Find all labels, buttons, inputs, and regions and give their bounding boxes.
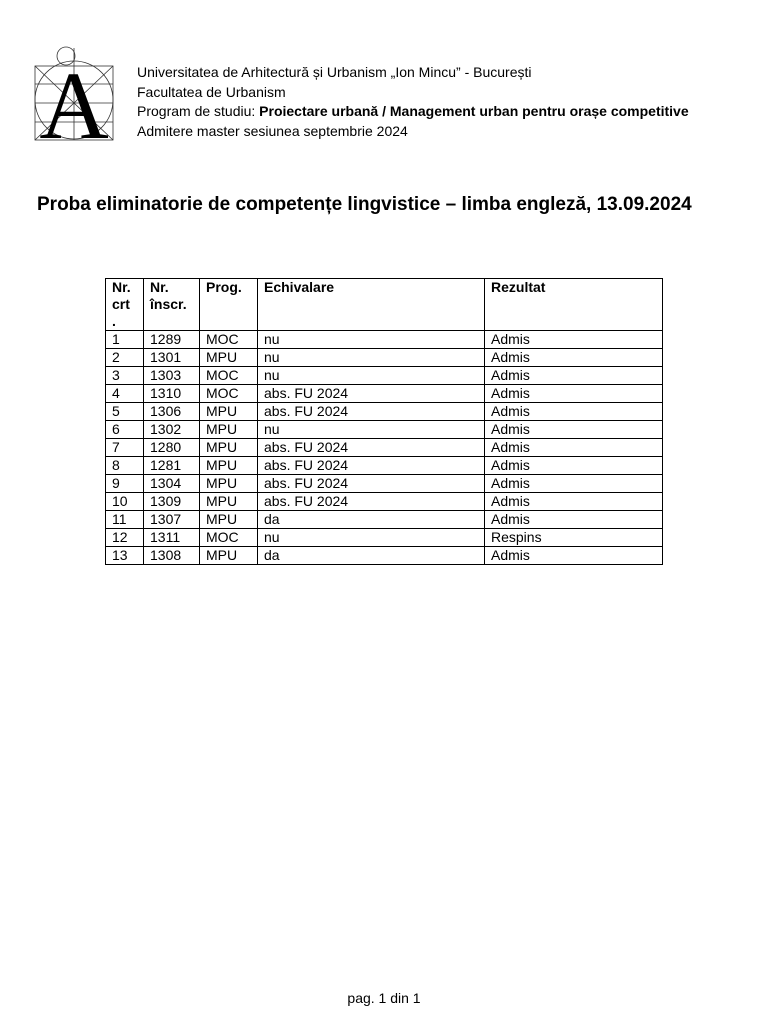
cell-nr-inscr: 1301 bbox=[144, 349, 200, 367]
page-title: Proba eliminatorie de competențe lingvistice – limba engleză, 13.09.2024 bbox=[37, 194, 692, 215]
cell-nr-crt: 4 bbox=[106, 385, 144, 403]
cell-nr-crt: 13 bbox=[106, 547, 144, 565]
cell-nr-crt: 12 bbox=[106, 529, 144, 547]
table-row bbox=[106, 529, 663, 547]
cell-echivalare: abs. FU 2024 bbox=[258, 475, 485, 493]
cell-rezultat: Admis bbox=[485, 331, 663, 349]
cell-prog: MPU bbox=[200, 349, 258, 367]
cell-echivalare: abs. FU 2024 bbox=[258, 493, 485, 511]
cell-nr-inscr: 1303 bbox=[144, 367, 200, 385]
cell-echivalare: abs. FU 2024 bbox=[258, 439, 485, 457]
cell-rezultat: Admis bbox=[485, 385, 663, 403]
page-number: pag. 1 din 1 bbox=[347, 990, 421, 1006]
cell-prog: MOC bbox=[200, 529, 258, 547]
table-row bbox=[106, 385, 663, 403]
table-row bbox=[106, 331, 663, 349]
cell-nr-inscr: 1304 bbox=[144, 475, 200, 493]
cell-echivalare: nu bbox=[258, 421, 485, 439]
cell-prog: MPU bbox=[200, 511, 258, 529]
cell-prog: MPU bbox=[200, 547, 258, 565]
cell-rezultat: Admis bbox=[485, 547, 663, 565]
table-row bbox=[106, 367, 663, 385]
cell-nr-crt: 6 bbox=[106, 421, 144, 439]
cell-rezultat: Admis bbox=[485, 403, 663, 421]
column-header-prog: Prog. bbox=[200, 279, 258, 331]
university-logo bbox=[26, 44, 122, 144]
study-program bbox=[137, 102, 737, 122]
cell-prog: MOC bbox=[200, 331, 258, 349]
study-program-name: Proiectare urbană / Management urban pentru orașe competitive bbox=[259, 103, 689, 119]
cell-echivalare: abs. FU 2024 bbox=[258, 385, 485, 403]
column-header-nr-inscr: Nr. înscr. bbox=[144, 279, 200, 331]
cell-nr-inscr: 1289 bbox=[144, 331, 200, 349]
column-header-rezultat: Rezultat bbox=[485, 279, 663, 331]
cell-echivalare: nu bbox=[258, 529, 485, 547]
cell-nr-inscr: 1306 bbox=[144, 403, 200, 421]
cell-nr-crt: 11 bbox=[106, 511, 144, 529]
table-row bbox=[106, 349, 663, 367]
results-table bbox=[105, 278, 663, 565]
cell-nr-crt: 5 bbox=[106, 403, 144, 421]
cell-prog: MOC bbox=[200, 385, 258, 403]
table-row bbox=[106, 511, 663, 529]
cell-nr-inscr: 1308 bbox=[144, 547, 200, 565]
cell-prog: MPU bbox=[200, 475, 258, 493]
study-program-label: Program de studiu: bbox=[137, 103, 260, 119]
cell-nr-crt: 1 bbox=[106, 331, 144, 349]
cell-prog: MOC bbox=[200, 367, 258, 385]
cell-echivalare: nu bbox=[258, 331, 485, 349]
column-header-nr-crt: Nr. crt . bbox=[106, 279, 144, 331]
column-header-echivalare: Echivalare bbox=[258, 279, 485, 331]
cell-prog: MPU bbox=[200, 457, 258, 475]
table-row bbox=[106, 475, 663, 493]
university-name: Universitatea de Arhitectură și Urbanism „Ion Mincu” - București bbox=[137, 64, 532, 80]
table-row bbox=[106, 421, 663, 439]
cell-echivalare: da bbox=[258, 547, 485, 565]
table-row bbox=[106, 403, 663, 421]
cell-nr-crt: 8 bbox=[106, 457, 144, 475]
cell-prog: MPU bbox=[200, 403, 258, 421]
cell-rezultat: Admis bbox=[485, 367, 663, 385]
faculty-name: Facultatea de Urbanism bbox=[137, 83, 286, 100]
cell-rezultat: Admis bbox=[485, 493, 663, 511]
table-row bbox=[106, 493, 663, 511]
cell-nr-inscr: 1310 bbox=[144, 385, 200, 403]
cell-prog: MPU bbox=[200, 439, 258, 457]
table-header-row bbox=[106, 279, 663, 331]
table-row bbox=[106, 439, 663, 457]
cell-nr-crt: 7 bbox=[106, 439, 144, 457]
logo-letter: A bbox=[39, 52, 109, 144]
cell-rezultat: Admis bbox=[485, 457, 663, 475]
cell-echivalare: da bbox=[258, 511, 485, 529]
cell-echivalare: abs. FU 2024 bbox=[258, 403, 485, 421]
cell-rezultat: Respins bbox=[485, 529, 663, 547]
document-header bbox=[137, 63, 737, 141]
cell-rezultat: Admis bbox=[485, 349, 663, 367]
cell-nr-inscr: 1309 bbox=[144, 493, 200, 511]
cell-rezultat: Admis bbox=[485, 439, 663, 457]
cell-echivalare: nu bbox=[258, 367, 485, 385]
cell-nr-inscr: 1280 bbox=[144, 439, 200, 457]
cell-rezultat: Admis bbox=[485, 511, 663, 529]
cell-echivalare: nu bbox=[258, 349, 485, 367]
table-row bbox=[106, 457, 663, 475]
cell-prog: MPU bbox=[200, 493, 258, 511]
cell-rezultat: Admis bbox=[485, 475, 663, 493]
cell-prog: MPU bbox=[200, 421, 258, 439]
cell-nr-inscr: 1307 bbox=[144, 511, 200, 529]
cell-rezultat: Admis bbox=[485, 421, 663, 439]
cell-nr-inscr: 1302 bbox=[144, 421, 200, 439]
cell-echivalare: abs. FU 2024 bbox=[258, 457, 485, 475]
cell-nr-inscr: 1281 bbox=[144, 457, 200, 475]
cell-nr-crt: 9 bbox=[106, 475, 144, 493]
cell-nr-crt: 3 bbox=[106, 367, 144, 385]
cell-nr-inscr: 1311 bbox=[144, 529, 200, 547]
cell-nr-crt: 10 bbox=[106, 493, 144, 511]
admission-session: Admitere master sesiunea septembrie 2024 bbox=[137, 122, 408, 139]
table-row bbox=[106, 547, 663, 565]
cell-nr-crt: 2 bbox=[106, 349, 144, 367]
